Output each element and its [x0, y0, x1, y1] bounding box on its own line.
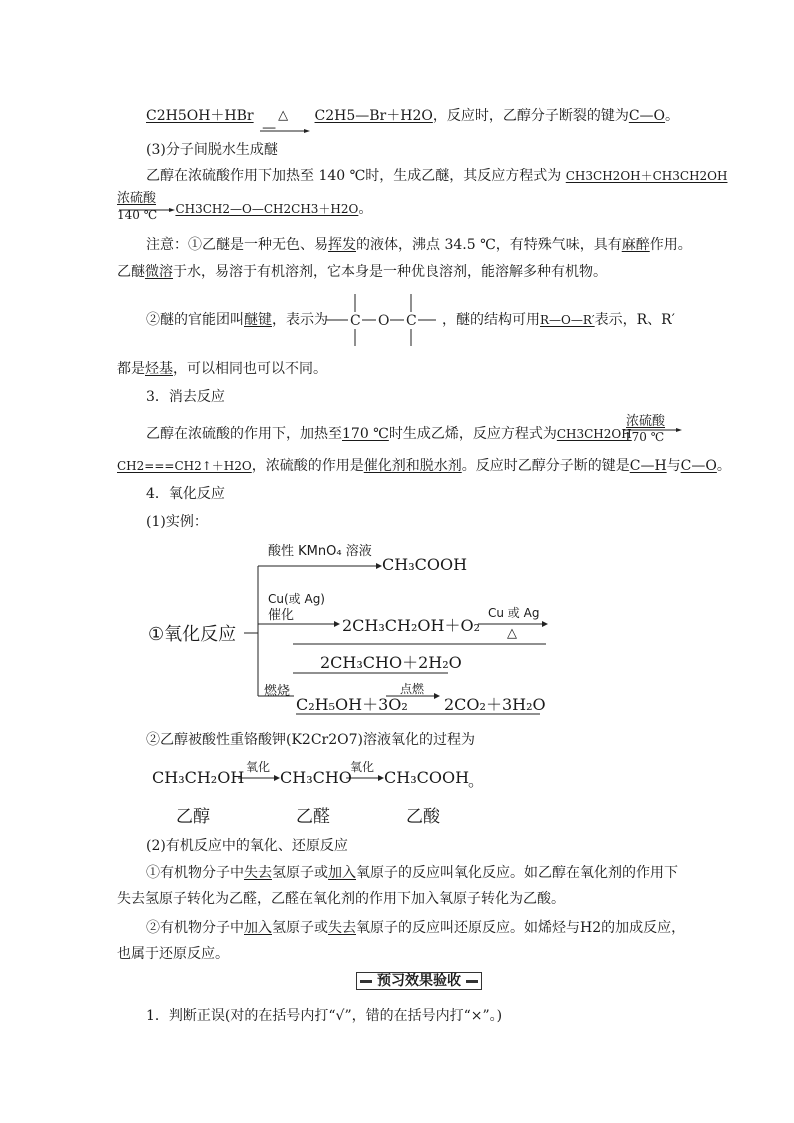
paragraph-line: ②乙醇被酸性重铬酸钾(K2Cr2O7)溶液氧化的过程为 [146, 732, 475, 748]
section-heading: 3．消去反应 [146, 389, 225, 405]
sub-heading: (2)有机反应中的氧化、还原反应 [146, 838, 348, 854]
sentence-text: ②有机物分子中 [146, 920, 244, 936]
oxidation-diagram [148, 538, 558, 718]
paragraph-line [117, 359, 327, 379]
reactants: C2H5OH＋HBr [146, 108, 254, 124]
sentence-text: ，醚的结构可用 [442, 312, 540, 328]
acetaldehyde-name: 乙醛 [296, 807, 330, 827]
answer-text: C—O [680, 458, 717, 474]
answer-text: 失去 [328, 920, 356, 936]
answer-text: 加入 [244, 920, 272, 936]
arrow-icon [119, 208, 175, 212]
acetic-acid-formula: CH₃COOH [384, 768, 470, 787]
ethanol-formula: CH₃CH₂OH [152, 768, 245, 787]
sentence-text: 与 [666, 458, 681, 474]
temp-label: 140 ℃ [117, 208, 158, 222]
answer-text: 加入 [328, 865, 356, 881]
reaction-condition [117, 191, 171, 222]
sentence-text: ，反应时，乙醇分子断裂的键为 [432, 108, 629, 124]
paragraph-line [146, 424, 632, 444]
paragraph-line: 失去氢原子转化为乙醛，乙醛在氧化剂的作用下加入氧原子转化为乙酸。 [117, 891, 565, 907]
sentence-text: 的液体，沸点 34.5 ℃，有特殊气味，具有 [356, 237, 622, 253]
punct: 。 [665, 108, 680, 124]
answer-text: 失去 [244, 865, 272, 881]
branch2-catalyst: Cu 或 Ag [488, 606, 540, 620]
bond-answer: C—O [628, 108, 666, 124]
heat-symbol: △ [278, 108, 289, 123]
heat-symbol: △ [507, 626, 517, 641]
paragraph-line [146, 863, 678, 883]
answer-text: C—H [629, 458, 667, 474]
sentence-text: 作用。 [649, 237, 692, 253]
punct: 。 [716, 458, 731, 474]
sentence-text: ①有机物分子中 [146, 865, 244, 881]
arrow-icon [260, 129, 310, 133]
section-heading: 4．氧化反应 [146, 486, 225, 502]
answer-text: 微溶 [145, 264, 173, 280]
paragraph-line [442, 310, 675, 330]
sentence-text: 氢原子或 [272, 920, 328, 936]
branch2-reactants: 2CH₃CH₂OH＋O₂ [342, 616, 481, 635]
oxidation-chain [150, 756, 490, 826]
sentence-text: 都是 [117, 361, 145, 377]
ethanol-name: 乙醇 [176, 807, 210, 827]
answer-text: 醚键 [244, 312, 272, 328]
paragraph-line: 也属于还原反应。 [117, 946, 229, 962]
section-banner [356, 972, 482, 990]
answer-text: 挥发 [328, 237, 356, 253]
reaction-condition [624, 410, 684, 446]
branch3-reactants: C₂H₅OH＋3O₂ [296, 695, 408, 714]
branch1-condition: 酸性 KMnO₄ 溶液 [268, 544, 372, 559]
paragraph-line [146, 166, 727, 186]
sentence-text: 氢原子或 [272, 865, 328, 881]
branch3-products: 2CO₂＋3H₂O [444, 695, 546, 714]
sentence-text: ，浓硫酸的作用是 [251, 458, 364, 474]
sub-heading: (1)实例： [146, 514, 208, 530]
oxidize-label: 氧化 [350, 760, 375, 774]
sentence-text: 表示，R、R′ [594, 312, 675, 328]
answer-text: 催化剂和脱水剂 [363, 458, 462, 474]
acetaldehyde-formula: CH₃CHO [280, 768, 352, 787]
paragraph-line [117, 191, 373, 222]
sentence-text: 氧原子的反应叫氧化反应。如乙醇在氧化剂的作用下 [356, 865, 678, 881]
paragraph-line [146, 235, 692, 255]
answer-text: 烃基 [145, 361, 173, 377]
products: C2H5—Br＋H2O [314, 108, 433, 124]
branch1-product: CH₃COOH [382, 555, 468, 574]
branch3-catalyst: 点燃 [400, 682, 425, 696]
sentence-text: 。反应时乙醇分子断的键是 [461, 458, 630, 474]
oxidize-label: 氧化 [246, 760, 271, 774]
sentence-text: 于水，易溶于有机溶剂，它本身是一种优良溶剂，能溶解多种有机物。 [173, 264, 607, 280]
answer-text: R—O—R′ [540, 313, 595, 327]
branch2-condition2: 催化 [268, 608, 295, 623]
catalyst-label: 浓硫酸 [117, 191, 157, 206]
paragraph-line [146, 918, 685, 938]
sentence-text: ②醚的官能团叫 [146, 312, 244, 328]
sentence-text: 乙醇在浓硫酸作用下加热至 140 ℃时，生成乙醚，其反应方程式为 [146, 168, 562, 184]
sentence-text: 乙醇在浓硫酸的作用下，加热至 [146, 426, 342, 442]
sentence-text: 时生成乙烯，反应方程式为 [388, 426, 557, 442]
sentence-text: 注意：①乙醚是一种无色、易 [146, 237, 328, 253]
sentence-text: 乙醚 [117, 264, 145, 280]
catalyst-label: 浓硫酸 [626, 414, 666, 429]
acetic-acid-name: 乙酸 [406, 807, 440, 827]
answer-text: 麻醉 [621, 237, 650, 253]
branch2-condition: Cu(或 Ag) [268, 592, 325, 606]
paragraph-line [146, 310, 328, 330]
arrow-icon [624, 428, 682, 432]
sentence-text: ，可以相同也可以不同。 [173, 361, 327, 377]
paragraph-line [117, 262, 607, 282]
sentence-text: 氧原子的反应叫还原反应。如烯烃与H2的加成反应， [356, 920, 686, 936]
banner-title: 预习效果验收 [377, 973, 461, 989]
equation-line-hbr: C2H5OH＋HBr △ — C2H5—Br＋H2O，反应时，乙醇分子断裂的键为C—O。 [146, 108, 680, 136]
section-heading: (3)分子间脱水生成醚 [146, 142, 278, 158]
branch3-condition: 燃烧 [264, 684, 291, 699]
equation-text: CH3CH2—O—CH2CH3＋H2O [175, 202, 359, 216]
branch2-products: 2CH₃CHO＋2H₂O [320, 653, 462, 672]
equation-text: CH3CH2OH [556, 427, 632, 441]
svg-text:C: C [350, 313, 361, 329]
svg-text:O: O [378, 313, 390, 329]
sentence-text: ，表示为 [272, 312, 328, 328]
question-line: 1．判断正误(对的在括号内打“√”，错的在括号内打“×”。) [146, 1008, 503, 1024]
ether-bond-structure [326, 290, 438, 350]
punct: 。 [358, 201, 373, 217]
equation-text: CH3CH2OH＋CH3CH2OH [565, 169, 728, 183]
paragraph-line [117, 456, 731, 476]
svg-text:C: C [406, 313, 417, 329]
answer-text: 170 ℃ [342, 426, 389, 442]
equation-text: CH2===CH2↑＋H2O [117, 459, 252, 473]
diagram-root-label: ①氧化反应 [148, 624, 237, 645]
temp-label: 170 ℃ [624, 430, 665, 444]
punct: 。 [468, 771, 485, 790]
